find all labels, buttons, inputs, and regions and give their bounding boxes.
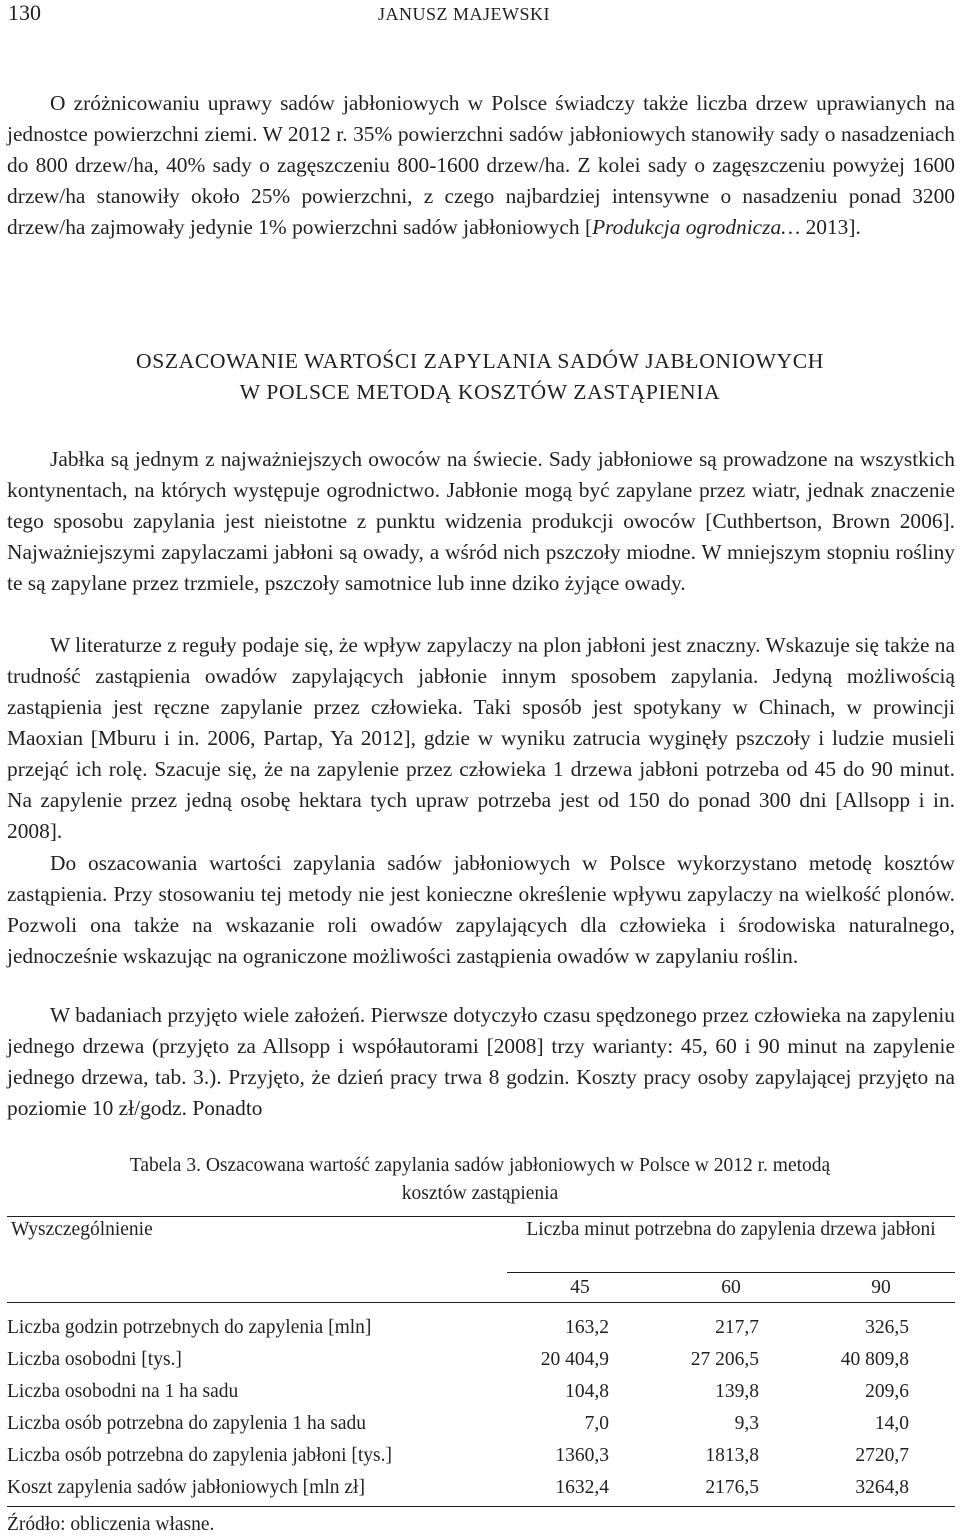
table-caption-line2: kosztów zastąpienia xyxy=(401,1183,559,1204)
cell-value: 2720,7 xyxy=(855,1445,909,1466)
spanning-header: Liczba minut potrzebna do zapylenia drzewa jabłoni xyxy=(526,1219,936,1240)
row-label: Koszt zapylenia sadów jabłoniowych [mln zł] xyxy=(7,1477,365,1498)
cell-value: 2176,5 xyxy=(705,1477,759,1498)
cell-value: 9,3 xyxy=(734,1413,759,1434)
cell-value: 139,8 xyxy=(715,1381,759,1402)
table-row xyxy=(7,1378,955,1410)
table-caption-line1: Tabela 3. Oszacowana wartość zapylania sadów jabłoniowych w Polsce w 2012 r. metodą xyxy=(129,1155,831,1176)
table-header-rule xyxy=(7,1302,955,1303)
column-header-90: 90 xyxy=(871,1277,891,1298)
table-row xyxy=(7,1346,955,1378)
running-head: JANUSZ MAJEWSKI xyxy=(378,4,551,24)
paragraph-hand-pollination: W literaturze z reguły podaje się, że wpływ zapylaczy na plon jabłoni jest znaczny. Wskazuje się także na trudność zastąpienia owadów zapylających jabłonie innym sposobem zapylania. Jedyną możliwością zastąpienia jest ręczne zapylanie przez człowieka. Taki sposób jest spotykany w Chinach, w prowincji Maoxian [Mburu i in. 2006, Partap, Ya 2012], gdzie w wyniku zatrucia wyginęły pszczoły i ludzie musieli przejąć ich rolę. Szacuje się, że na zapylenie przez człowieka 1 drzewa jabłoni potrzeba od 45 do 90 minut. Na zapylenie przez jedną osobę hektara tych upraw potrzeba jest od 150 do ponad 300 dni [Allsopp i in. 2008]. xyxy=(7,633,955,843)
page-header xyxy=(0,0,960,32)
table-row xyxy=(7,1314,955,1346)
table-caption xyxy=(30,1152,930,1208)
table-row xyxy=(7,1442,955,1474)
row-label: Liczba osób potrzebna do zapylenia jabłoni [tys.] xyxy=(7,1445,392,1466)
cell-value: 217,7 xyxy=(715,1317,759,1338)
cell-value: 1813,8 xyxy=(705,1445,759,1466)
table-subheader-rule xyxy=(507,1272,955,1273)
cell-value: 7,0 xyxy=(584,1413,609,1434)
section-heading xyxy=(0,346,960,408)
cell-value: 14,0 xyxy=(874,1413,909,1434)
cell-value: 40 809,8 xyxy=(840,1349,909,1370)
cell-value: 3264,8 xyxy=(855,1477,909,1498)
citation-italic: Produkcja ogrodnicza… xyxy=(592,215,801,239)
column-header-60: 60 xyxy=(721,1277,741,1298)
table-bottom-rule xyxy=(7,1506,955,1507)
paragraph-apple-pollinators: Jabłka są jednym z najważniejszych owoców na świecie. Sady jabłoniowe są prowadzone na wszystkich kontynentach, na których występuje ogrodnictwo. Jabłonie mogą być zapylane przez wiatr, jednak znaczenie tego sposobu zapylania jest nieistotne z punktu widzenia produkcji owoców [Cuthbertson, Brown 2006]. Najważniejszymi zapylaczami jabłoni są owady, a wśród nich pszczoły miodne. W mniejszym stopniu rośliny te są zapylane przez trzmiele, pszczoły samotnice lub inne dziko żyjące owady. xyxy=(7,447,955,595)
page-number: 130 xyxy=(8,0,41,25)
row-label: Liczba osobodni [tys.] xyxy=(7,1349,182,1370)
table-row xyxy=(7,1410,955,1442)
cell-value: 104,8 xyxy=(565,1381,609,1402)
cell-value: 326,5 xyxy=(865,1317,909,1338)
row-label: Liczba osób potrzebna do zapylenia 1 ha sadu xyxy=(7,1413,366,1434)
cell-value: 20 404,9 xyxy=(540,1349,609,1370)
paragraph-text: O zróżnicowaniu uprawy sadów jabłoniowych w Polsce świadczy także liczba drzew uprawianych na jednostce powierzchni ziemi. W 2012 r. 35% powierzchni sadów jabłoniowych stanowiły sady o nasadzeniach do 800 drzew/ha, 40% sady o zagęszczeniu 800-1600 drzew/ha. Z kolei sady o zagęszczeniu powyżej 1600 drzew/ha stanowiły około 25% powierzchni, z czego najbardziej intensywne o nasadzeniu ponad 3200 drzew/ha zajmowały jedynie 1% powierzchni sadów jabłoniowych [ xyxy=(7,91,955,239)
row-label: Liczba osobodni na 1 ha sadu xyxy=(7,1381,239,1402)
cell-value: 27 206,5 xyxy=(690,1349,759,1370)
cell-value: 163,2 xyxy=(565,1317,609,1338)
paragraph-replacement-cost-method: Do oszacowania wartości zapylania sadów jabłoniowych w Polsce wykorzystano metodę kosztów zastąpienia. Przy stosowaniu tej metody nie jest konieczne określenie wpływu zapylaczy na wielkość plonów. Pozwoli ona także na wskazanie roli owadów zapylających dla człowieka i środowiska naturalnego, jednocześnie wskazując na ograniczone możliwości zastąpienia owadów w zapylaniu roślin. xyxy=(7,851,955,968)
cell-value: 209,6 xyxy=(865,1381,909,1402)
section-heading-line1: OSZACOWANIE WARTOŚCI ZAPYLANIA SADÓW JABŁONIOWYCH xyxy=(136,349,824,373)
column-header-45: 45 xyxy=(570,1277,590,1298)
cell-value: 1632,4 xyxy=(555,1477,609,1498)
section-heading-line2: W POLSCE METODĄ KOSZTÓW ZASTĄPIENIA xyxy=(239,380,721,404)
stub-header: Wyszczególnienie xyxy=(11,1219,153,1240)
paragraph-orchard-density xyxy=(7,88,955,243)
table-row xyxy=(7,1474,955,1506)
table-source-note: Źródło: obliczenia własne. xyxy=(7,1514,215,1535)
cell-value: 1360,3 xyxy=(555,1445,609,1466)
paragraph-assumptions: W badaniach przyjęto wiele założeń. Pierwsze dotyczyło czasu spędzonego przez człowieka na zapyleniu jednego drzewa (przyjęto za Allsopp i współautorami [2008] trzy warianty: 45, 60 i 90 minut na zapylenie jednego drzewa, tab. 3.). Przyjęto, że dzień pracy trwa 8 godzin. Koszty pracy osoby zapylającej przyjęto na poziomie 10 zł/godz. Ponadto xyxy=(7,1003,955,1120)
citation-year: 2013]. xyxy=(800,215,861,239)
row-label: Liczba godzin potrzebnych do zapylenia [mln] xyxy=(7,1317,372,1338)
